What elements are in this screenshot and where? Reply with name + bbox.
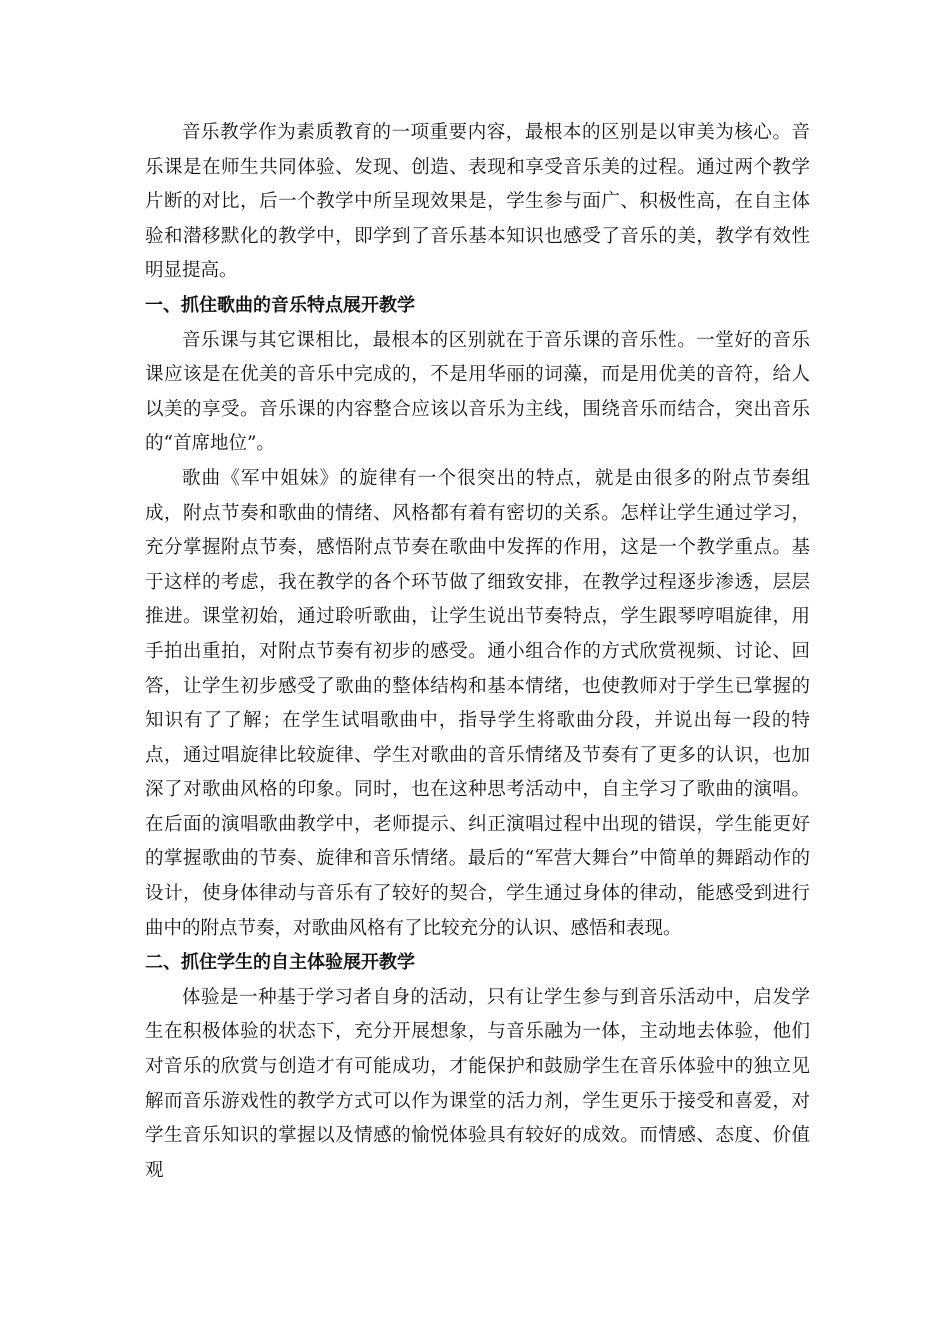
section-2-paragraph-1: 体验是一种基于学习者自身的活动，只有让学生参与到音乐活动中，启发学生在积极体验的状态下，充分开展想象，与音乐融为一体，主动地去体验，他们对音乐的欣赏与创造才有可能成功，才能保护和鼓励学生在音乐体验中的独立见解而音乐游戏性的教学方式可以作为课堂的活力剂，学生更乐于接受和喜爱，对学生音乐知识的掌握以及情感的愉悦体验具有较好的成效。而情感、态度、价值观 bbox=[145, 986, 810, 1181]
intro-paragraph: 音乐教学作为素质教育的一项重要内容，最根本的区别是以审美为核心。音乐课是在师生共同体验、发现、创造、表现和享受音乐美的过程。通过两个教学片断的对比，后一个教学中所呈现效果是，学生参与面广、积极性高，在自主体验和潜移默化的教学中，即学到了音乐基本知识也感受了音乐的美，教学有效性明显提高。 bbox=[145, 122, 810, 282]
section-2-heading: 二、抓住学生的自主体验展开教学 bbox=[145, 952, 415, 974]
section-1-heading: 一、抓住歌曲的音乐特点展开教学 bbox=[145, 294, 415, 316]
document-page bbox=[145, 116, 810, 1188]
section-1-paragraph-1: 音乐课与其它课相比，最根本的区别就在于音乐课的音乐性。一堂好的音乐课应该是在优美的音乐中完成的，不是用华丽的词藻，而是用优美的音符，给人以美的享受。音乐课的内容整合应该以音乐为主线，围绕音乐而结合，突出音乐的“首席地位”。 bbox=[145, 329, 810, 455]
section-1-paragraph-2: 歌曲《军中姐妹》的旋律有一个很突出的特点，就是由很多的附点节奏组成，附点节奏和歌曲的情绪、风格都有着有密切的关系。怎样让学生通过学习，充分掌握附点节奏，感悟附点节奏在歌曲中发挥的作用，这是一个教学重点。基于这样的考虑，我在教学的各个环节做了细致安排，在教学过程逐步渗透，层层推进。课堂初始，通过聆听歌曲，让学生说出节奏特点，学生跟琴哼唱旋律，用手拍出重拍，对附点节奏有初步的感受。通小组合作的方式欣赏视频、讨论、回答，让学生初步感受了歌曲的整体结构和基本情绪，也使教师对于学生已掌握的知识有了了解；在学生试唱歌曲中，指导学生将歌曲分段，并说出每一段的特点，通过唱旋律比较旋律、学生对歌曲的音乐情绪及节奏有了更多的认识，也加深了对歌曲风格的印象。同时，也在这种思考活动中，自主学习了歌曲的演唱。在后面的演唱歌曲教学中，老师提示、纠正演唱过程中出现的错误，学生能更好的掌握歌曲的节奏、旋律和音乐情绪。最后的“军营大舞台”中简单的舞蹈动作的设计，使身体律动与音乐有了较好的契合，学生通过身体的律动，能感受到进行曲中的附点节奏，对歌曲风格有了比较充分的认识、感悟和表现。 bbox=[145, 467, 810, 939]
